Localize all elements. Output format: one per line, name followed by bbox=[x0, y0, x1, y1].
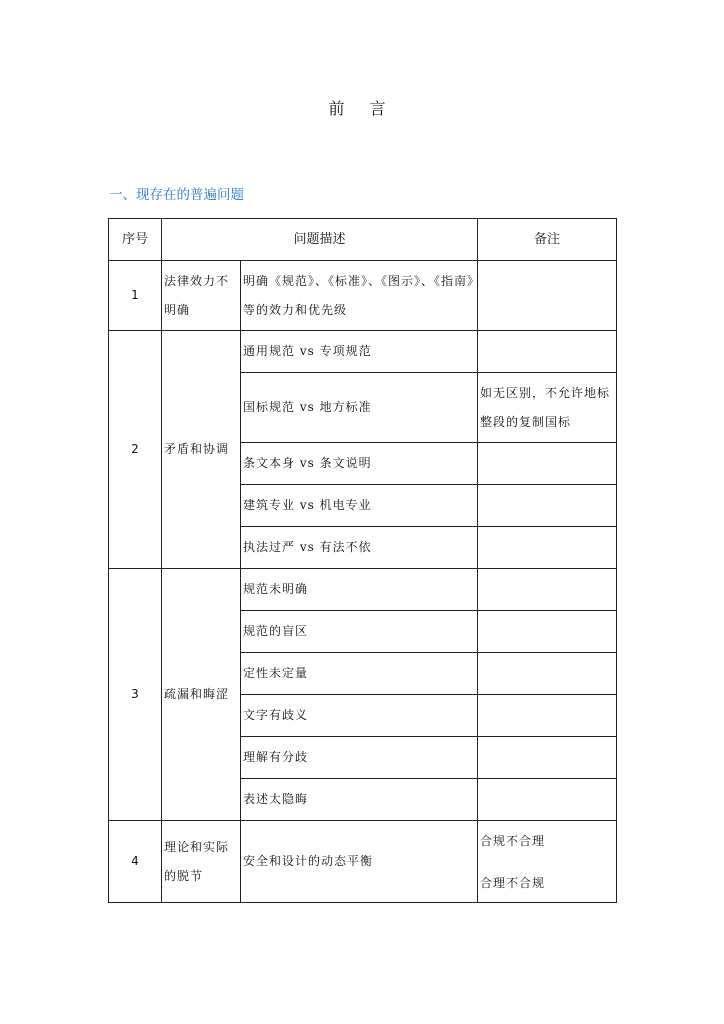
page-title: 前 言 bbox=[328, 99, 396, 118]
issues-table bbox=[108, 218, 617, 903]
category-cell: 法律效力不明确 bbox=[162, 261, 241, 331]
header-no: 序号 bbox=[109, 219, 162, 261]
header-note: 备注 bbox=[478, 219, 617, 261]
note-cell bbox=[478, 527, 617, 569]
table-row bbox=[109, 821, 617, 903]
desc-cell: 理解有分歧 bbox=[241, 737, 478, 779]
note-cell: 如无区别，不允许地标整段的复制国标 bbox=[478, 373, 617, 443]
note-cell bbox=[478, 443, 617, 485]
note-cell bbox=[478, 569, 617, 611]
row-number: 3 bbox=[109, 569, 162, 821]
table-header-row bbox=[109, 219, 617, 261]
desc-cell: 条文本身 vs 条文说明 bbox=[241, 443, 478, 485]
desc-cell: 文字有歧义 bbox=[241, 695, 478, 737]
note-cell bbox=[478, 331, 617, 373]
note-cell bbox=[478, 261, 617, 331]
table-row bbox=[109, 261, 617, 331]
desc-cell: 规范未明确 bbox=[241, 569, 478, 611]
row-number: 1 bbox=[109, 261, 162, 331]
table-row bbox=[109, 569, 617, 611]
desc-cell: 通用规范 vs 专项规范 bbox=[241, 331, 478, 373]
desc-cell: 明确《规范》、《标准》、《图示》、《指南》等的效力和优先级 bbox=[241, 261, 478, 331]
note-cell bbox=[478, 821, 617, 903]
note-line: 合理不合规 bbox=[480, 875, 546, 890]
category-cell: 矛盾和协调 bbox=[162, 331, 241, 569]
note-cell bbox=[478, 653, 617, 695]
row-number: 2 bbox=[109, 331, 162, 569]
desc-cell: 表述太隐晦 bbox=[241, 779, 478, 821]
note-line: 合规不合理 bbox=[480, 833, 546, 848]
section-heading: 一、现存在的普遍问题 bbox=[109, 187, 244, 203]
desc-cell: 国标规范 vs 地方标准 bbox=[241, 373, 478, 443]
category-cell: 疏漏和晦涩 bbox=[162, 569, 241, 821]
note-cell bbox=[478, 485, 617, 527]
row-number: 4 bbox=[109, 821, 162, 903]
desc-cell: 执法过严 vs 有法不依 bbox=[241, 527, 478, 569]
note-cell bbox=[478, 695, 617, 737]
header-desc: 问题描述 bbox=[162, 219, 478, 261]
desc-cell: 定性未定量 bbox=[241, 653, 478, 695]
desc-cell: 建筑专业 vs 机电专业 bbox=[241, 485, 478, 527]
desc-cell: 规范的盲区 bbox=[241, 611, 478, 653]
table-row bbox=[109, 331, 617, 373]
note-cell bbox=[478, 779, 617, 821]
note-cell bbox=[478, 611, 617, 653]
desc-cell: 安全和设计的动态平衡 bbox=[241, 821, 478, 903]
note-cell bbox=[478, 737, 617, 779]
category-cell: 理论和实际的脱节 bbox=[162, 821, 241, 903]
